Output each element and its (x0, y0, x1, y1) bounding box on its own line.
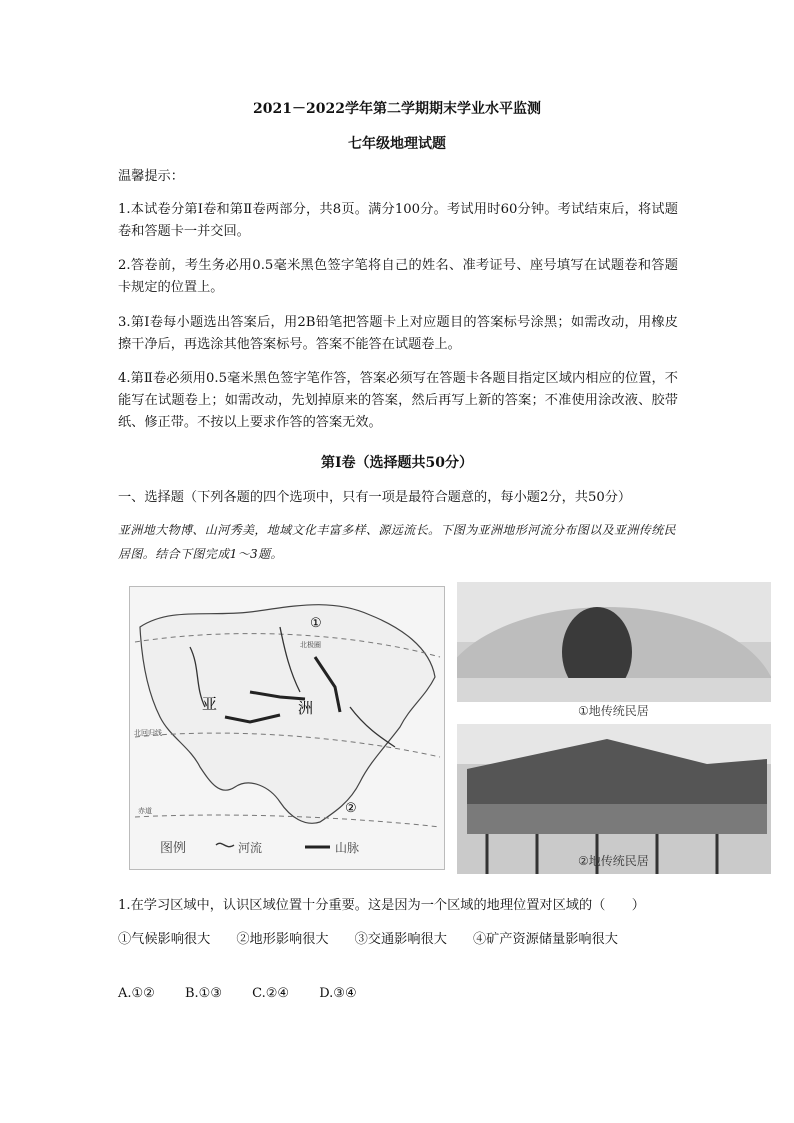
notice-item-3: 3.第Ⅰ卷每小题选出答案后，用2B铅笔把答题卡上对应题目的答案标号涂黑；如需改动，用橡皮擦干净后，再选涂其他答案标号。答案不能答在试题卷上。 (118, 315, 678, 352)
legend-river: 河流 (238, 841, 263, 855)
asia-map (129, 586, 445, 870)
section-title: 第Ⅰ卷（选择题共50分） (320, 455, 474, 471)
section-instruction: 一、选择题（下列各题的四个选项中，只有一项是最符合题意的，每小题2分，共50分） (118, 490, 632, 505)
photo1-caption: ①地传统民居 (578, 704, 649, 718)
notice-item-2: 2.答卷前，考生务必用0.5毫米黑色签字笔将自己的姓名、准考证号、座号填写在试题卷和答题卡规定的位置上。 (118, 258, 678, 295)
legend-label: 图例 (160, 840, 187, 855)
map-marker-2: ② (345, 800, 357, 815)
map-label-a: 亚 (202, 696, 218, 713)
answer-a: A.①② (118, 986, 155, 1001)
map-marker-1: ① (310, 615, 322, 630)
option-3: ③交通影响很大 (354, 932, 447, 947)
notice-item-4: 4.第Ⅱ卷必须用0.5毫米黑色签字笔作答，答案必须写在答题卡各题目指定区域内相应的位置，不能写在试题卷上；如需改动，先划掉原来的答案，然后再写上新的答案；不准使用涂改液、胶带纸、修正带。不按以上要求作答的答案无效。 (118, 371, 678, 430)
option-2: ②地形影响很大 (236, 932, 329, 947)
answer-c: C.②④ (252, 986, 290, 1001)
label-tropic: 北回归线 (134, 730, 162, 737)
photo-dwelling-1 (457, 582, 771, 702)
asia-map-drawing (130, 587, 444, 869)
question-1-options (118, 929, 678, 951)
notice-heading: 温馨提示： (118, 169, 184, 184)
option-1: ①气候影响很大 (118, 932, 211, 947)
map-label-b: 洲 (298, 700, 314, 717)
answer-b: B.①③ (184, 986, 222, 1001)
label-equator: 赤道 (138, 808, 152, 815)
legend-mountain: 山脉 (335, 841, 360, 855)
label-arctic-circle: 北极圈 (300, 642, 321, 649)
notice-item-1: 1.本试卷分第Ⅰ卷和第Ⅱ卷两部分，共8页。满分100分。考试用时60分钟。考试结束后，将试题卷和答题卡一并交回。 (118, 202, 678, 239)
exam-subtitle: 七年级地理试题 (348, 136, 446, 152)
exam-title: 2021－2022学年第二学期期末学业水平监测 (253, 101, 541, 117)
question-passage: 亚洲地大物博、山河秀美，地域文化丰富多样、源远流长。下图为亚洲地形河流分布图以及亚洲传统民居图。结合下图完成1～3题。 (118, 523, 677, 561)
photo2-caption: ②地传统民居 (578, 854, 649, 868)
answer-d: D.③④ (319, 986, 357, 1001)
option-4: ④矿产资源储量影响很大 (472, 932, 618, 947)
question-1-answers (118, 986, 383, 1001)
question-1-stem: 1.在学习区域中，认识区域位置十分重要。这是因为一个区域的地理位置对区域的（ ） (118, 898, 645, 913)
